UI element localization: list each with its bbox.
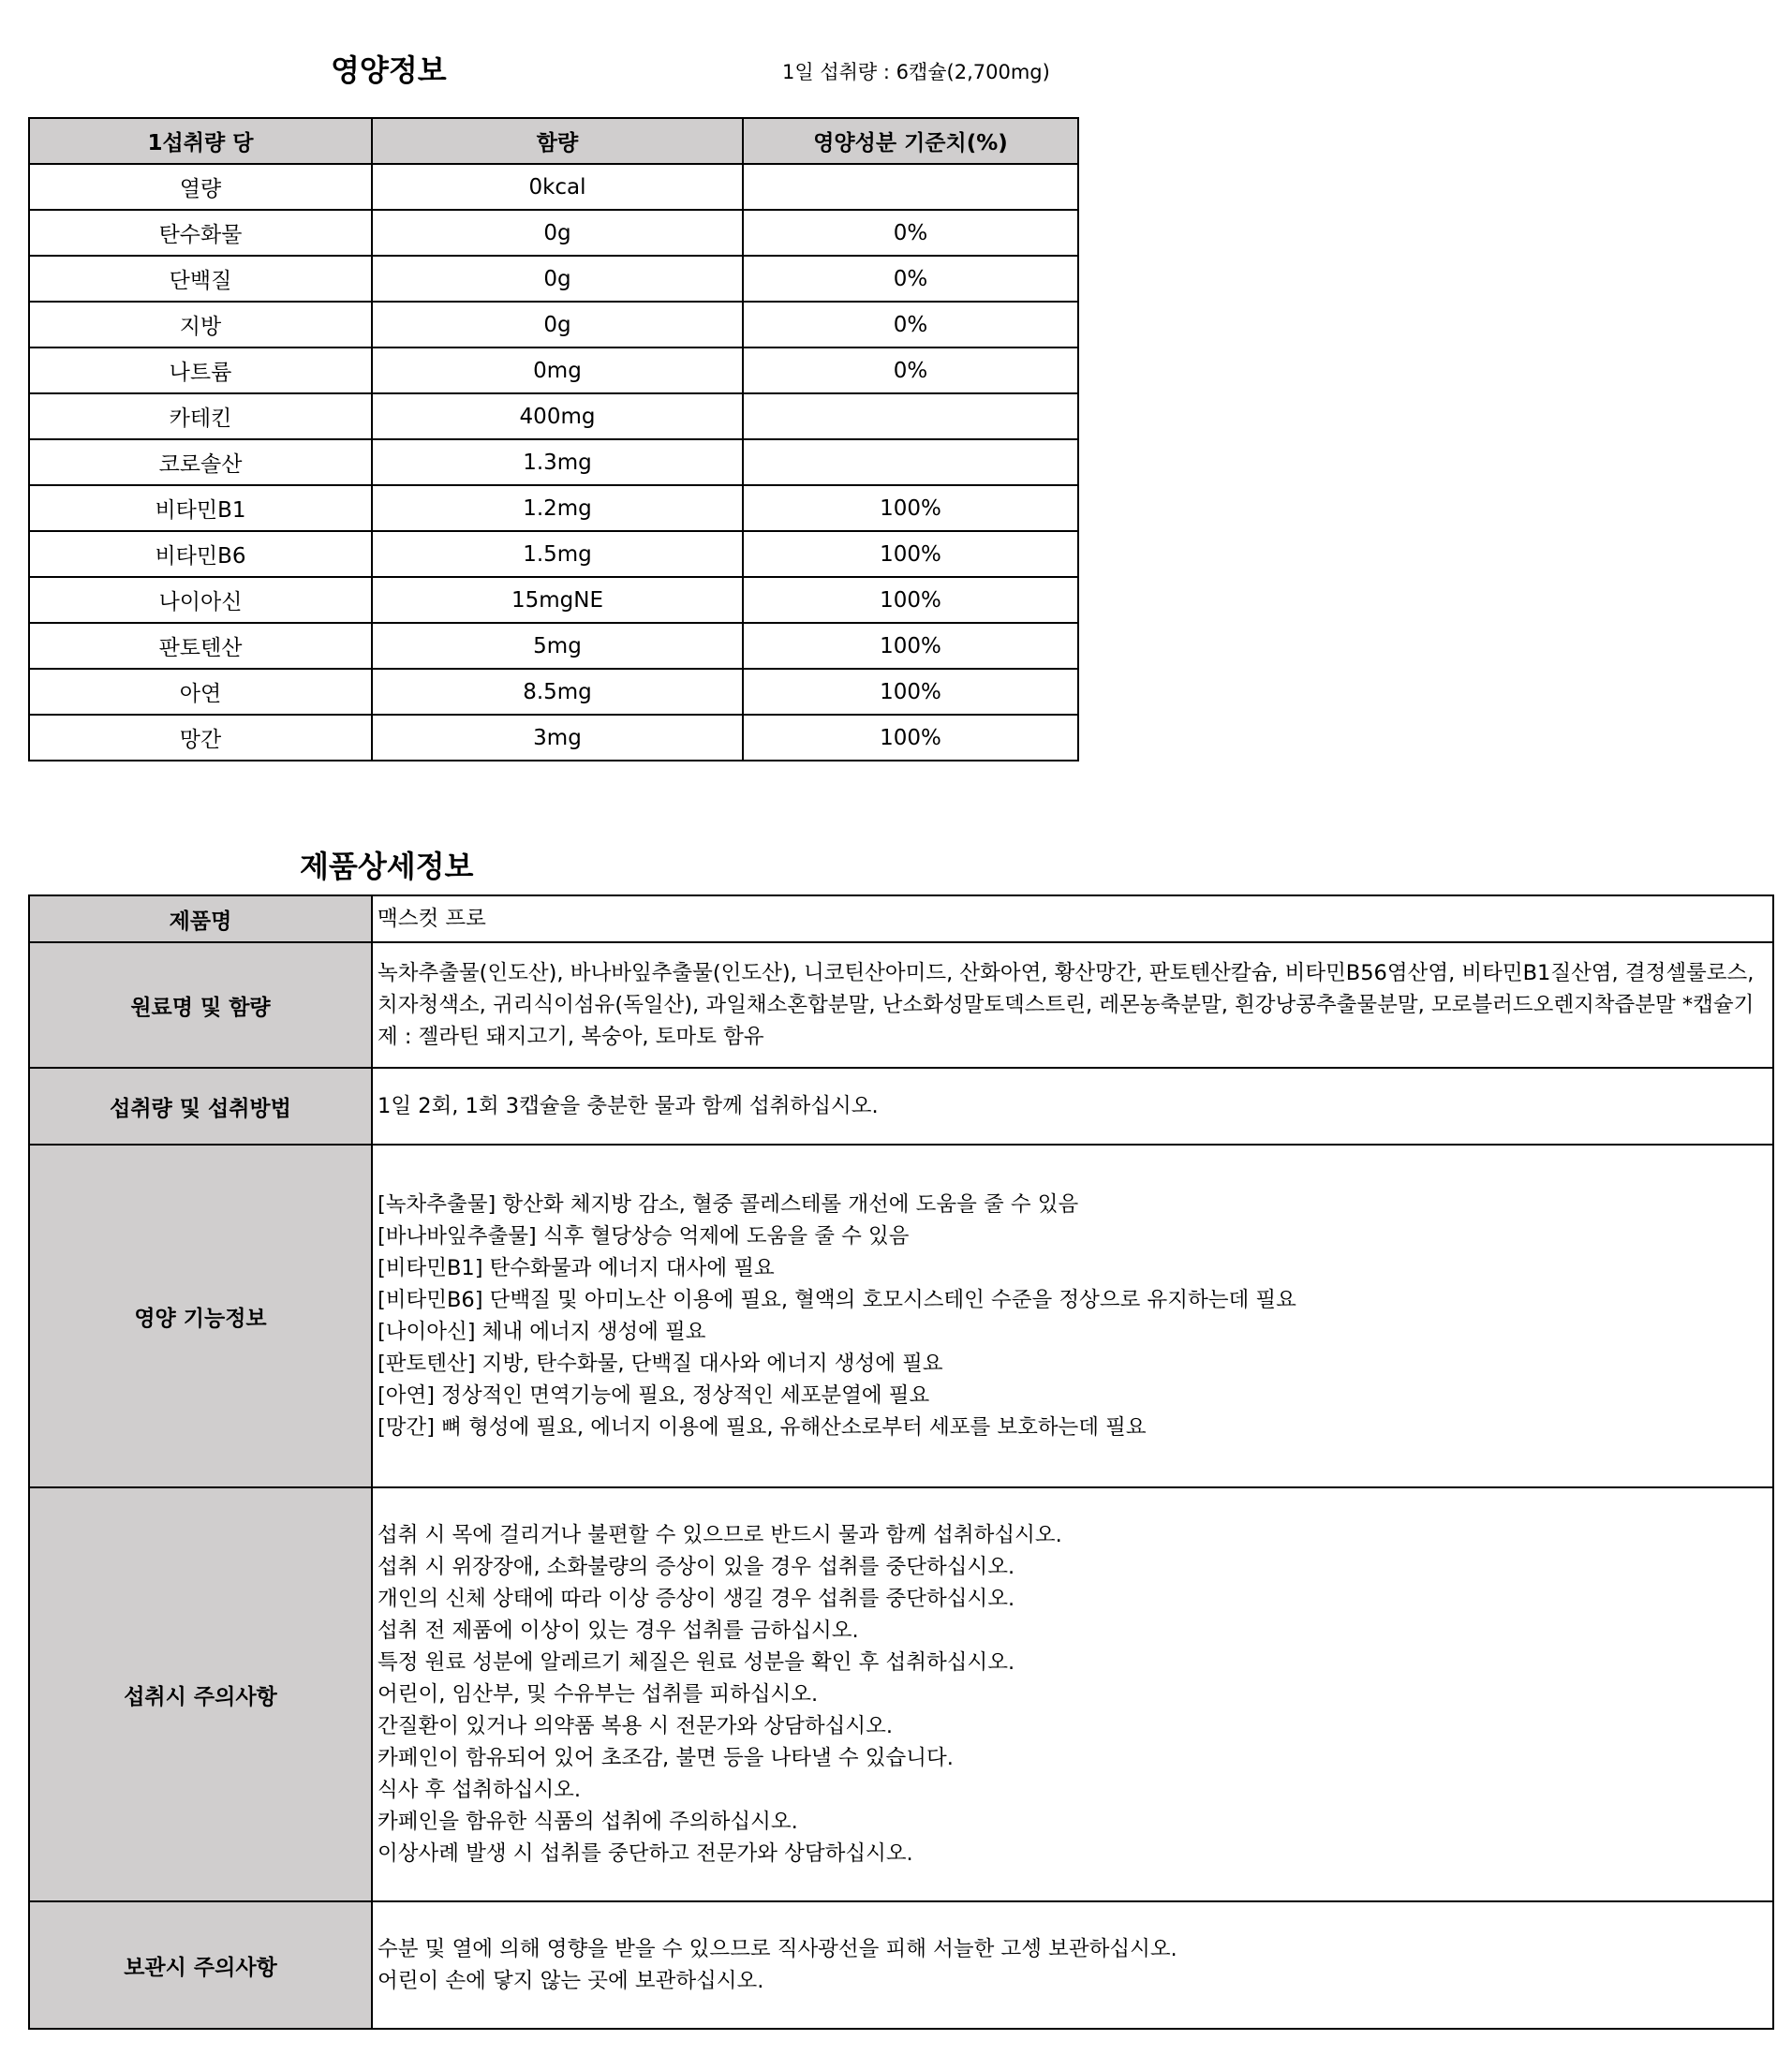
function-line: [비타민B1] 탄수화물과 에너지 대사에 필요	[378, 1256, 775, 1280]
caution-line: 식사 후 섭취하십시오.	[378, 1778, 582, 1802]
table-row	[29, 210, 1078, 256]
nutrient-name: 지방	[29, 302, 372, 347]
caution-line: 섭취 시 목에 걸리거나 불편할 수 있으므로 반드시 물과 함께 섭취하십시오.	[378, 1523, 1062, 1547]
nutrient-name: 단백질	[29, 256, 372, 302]
table-row	[29, 623, 1078, 669]
nutrient-amount: 400mg	[372, 393, 743, 439]
header-amount: 함량	[372, 118, 743, 164]
nutrient-percent: 0%	[743, 302, 1078, 347]
product-name-label: 제품명	[29, 895, 372, 942]
caution-line: 카페인을 함유한 식품의 섭취에 주의하십시오.	[378, 1810, 798, 1834]
storage-value	[372, 1901, 1773, 2029]
nutrient-percent	[743, 164, 1078, 210]
cautions-label: 섭취시 주의사항	[29, 1487, 372, 1901]
nutrient-percent: 100%	[743, 669, 1078, 715]
storage-line: 수분 및 열에 의해 영향을 받을 수 있으므로 직사광선을 피해 서늘한 고셍 보관하십시오.	[378, 1937, 1177, 1961]
nutrient-amount: 5mg	[372, 623, 743, 669]
table-row	[29, 715, 1078, 761]
nutrient-name: 망간	[29, 715, 372, 761]
function-line: [비타민B6] 단백질 및 아미노산 이용에 필요, 혈액의 호모시스테인 수준을 정상으로 유지하는데 필요	[378, 1288, 1296, 1312]
nutrient-name: 탄수화물	[29, 210, 372, 256]
table-row	[29, 669, 1078, 715]
function-label: 영양 기능정보	[29, 1145, 372, 1487]
table-row	[29, 485, 1078, 531]
nutrient-percent: 100%	[743, 485, 1078, 531]
nutrient-name: 열량	[29, 164, 372, 210]
nutrient-amount: 3mg	[372, 715, 743, 761]
product-details-title: 제품상세정보	[300, 849, 474, 884]
nutrient-name: 아연	[29, 669, 372, 715]
nutrient-percent	[743, 439, 1078, 485]
nutrient-amount: 0g	[372, 210, 743, 256]
nutrient-name: 판토텐산	[29, 623, 372, 669]
intake-value: 1일 2회, 1회 3캡슐을 충분한 물과 함께 섭취하십시오.	[372, 1068, 1773, 1145]
caution-line: 섭취 시 위장장애, 소화불량의 증상이 있을 경우 섭취를 중단하십시오.	[378, 1555, 1015, 1579]
nutrient-percent: 100%	[743, 623, 1078, 669]
function-line: [나이아신] 체내 에너지 생성에 필요	[378, 1320, 706, 1344]
nutrient-amount: 1.3mg	[372, 439, 743, 485]
nutrient-amount: 0g	[372, 302, 743, 347]
function-line: [판토텐산] 지방, 탄수화물, 단백질 대사와 에너지 생성에 필요	[378, 1352, 943, 1376]
caution-line: 섭취 전 제품에 이상이 있는 경우 섭취를 금하십시오.	[378, 1619, 859, 1643]
table-row	[29, 439, 1078, 485]
detail-row-cautions	[29, 1487, 1773, 1901]
detail-row-ingredients	[29, 942, 1773, 1068]
nutrient-name: 비타민B1	[29, 485, 372, 531]
nutrient-name: 나트륨	[29, 347, 372, 393]
cautions-value	[372, 1487, 1773, 1901]
nutrition-table	[28, 117, 1079, 761]
caution-line: 특정 원료 성분에 알레르기 체질은 원료 성분을 확인 후 섭취하십시오.	[378, 1650, 1015, 1675]
nutrient-percent: 0%	[743, 256, 1078, 302]
daily-serving-text: 1일 섭취량 : 6캡슐(2,700mg)	[782, 61, 1050, 83]
nutrient-percent: 100%	[743, 531, 1078, 577]
nutrient-name: 코로솔산	[29, 439, 372, 485]
table-row	[29, 256, 1078, 302]
function-line: [바나바잎추출물] 식후 혈당상승 억제에 도움을 줄 수 있음	[378, 1224, 910, 1249]
nutrient-name: 카테킨	[29, 393, 372, 439]
nutrient-amount: 0mg	[372, 347, 743, 393]
storage-label: 보관시 주의사항	[29, 1901, 372, 2029]
table-row	[29, 577, 1078, 623]
header-per-serving: 1섭취량 당	[29, 118, 372, 164]
caution-line: 개인의 신체 상태에 따라 이상 증상이 생길 경우 섭취를 중단하십시오.	[378, 1587, 1015, 1611]
table-row	[29, 302, 1078, 347]
function-line: [녹차추출물] 항산화 체지방 감소, 혈중 콜레스테롤 개선에 도움을 줄 수 있음	[378, 1192, 1079, 1217]
function-value	[372, 1145, 1773, 1487]
nutrient-amount: 0g	[372, 256, 743, 302]
nutrient-percent: 100%	[743, 577, 1078, 623]
nutrient-percent: 0%	[743, 210, 1078, 256]
ingredients-label: 원료명 및 함량	[29, 942, 372, 1068]
detail-row-function	[29, 1145, 1773, 1487]
product-name-value: 맥스컷 프로	[372, 895, 1773, 942]
ingredients-text: 녹차추출물(인도산), 바나바잎추출물(인도산), 니코틴산아미드, 산화아연, 황산망간, 판토텐산칼슘, 비타민B56염산염, 비타민B1질산염, 결정셀룰로스, 치자청색소, 귀리식이섬유(독일산), 과일채소혼합분말, 난소화성말토덱스트린, 레몬농축분말, 흰강낭콩추출물분말, 모로블러드오렌지착즙분말 *캡슐기제 : 젤라틴 돼지고기, 복숭아, 토마토 함유	[378, 961, 1755, 1049]
detail-row-intake	[29, 1068, 1773, 1145]
table-row	[29, 531, 1078, 577]
detail-row-product-name	[29, 895, 1773, 942]
nutrient-amount: 8.5mg	[372, 669, 743, 715]
function-line: [망간] 뼈 형성에 필요, 에너지 이용에 필요, 유해산소로부터 세포를 보호하는데 필요	[378, 1415, 1147, 1440]
function-line: [아연] 정상적인 면역기능에 필요, 정상적인 세포분열에 필요	[378, 1383, 930, 1408]
caution-line: 카페인이 함유되어 있어 초조감, 불면 등을 나타낼 수 있습니다.	[378, 1746, 954, 1770]
product-details-table	[28, 894, 1774, 2030]
nutrient-name: 비타민B6	[29, 531, 372, 577]
intake-label: 섭취량 및 섭취방법	[29, 1068, 372, 1145]
caution-line: 어린이, 임산부, 및 수유부는 섭취를 피하십시오.	[378, 1682, 819, 1707]
nutrition-header-row	[29, 118, 1078, 164]
table-row	[29, 347, 1078, 393]
caution-line: 이상사례 발생 시 섭취를 중단하고 전문가와 상담하십시오.	[378, 1841, 913, 1866]
caution-line: 간질환이 있거나 의약품 복용 시 전문가와 상담하십시오.	[378, 1714, 893, 1738]
nutrient-percent	[743, 393, 1078, 439]
table-row	[29, 164, 1078, 210]
storage-line: 어린이 손에 닿지 않는 곳에 보관하십시오.	[378, 1969, 764, 1993]
nutrient-amount: 1.2mg	[372, 485, 743, 531]
table-row	[29, 393, 1078, 439]
nutrient-amount: 15mgNE	[372, 577, 743, 623]
nutrient-name: 나이아신	[29, 577, 372, 623]
ingredients-value	[372, 942, 1773, 1068]
nutrient-amount: 1.5mg	[372, 531, 743, 577]
nutrient-percent: 0%	[743, 347, 1078, 393]
nutrient-percent: 100%	[743, 715, 1078, 761]
nutrient-amount: 0kcal	[372, 164, 743, 210]
header-daily-value: 영양성분 기준치(%)	[743, 118, 1078, 164]
detail-row-storage	[29, 1901, 1773, 2029]
nutrition-title: 영양정보	[331, 52, 447, 88]
